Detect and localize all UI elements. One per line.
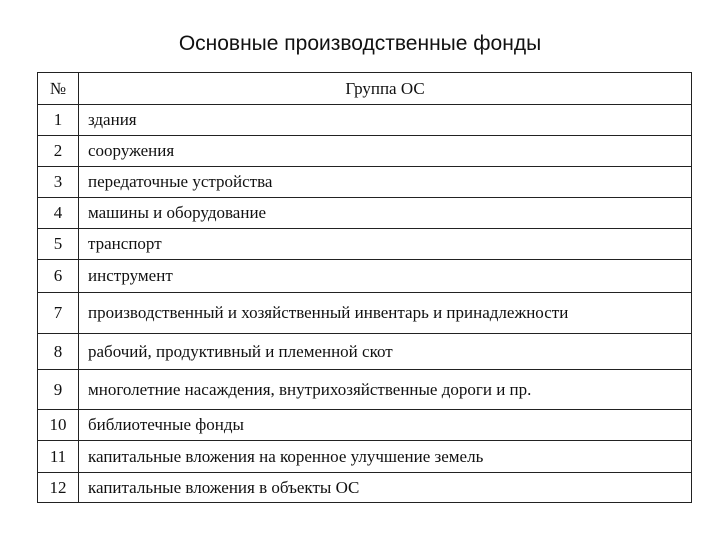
page-title: Основные производственные фонды bbox=[178, 32, 542, 55]
row-name: транспорт bbox=[79, 229, 692, 260]
row-name: библиотечные фонды bbox=[79, 410, 692, 441]
row-name: производственный и хозяйственный инвентарь и принадлежности bbox=[79, 293, 692, 334]
row-name: передаточные устройства bbox=[79, 167, 692, 198]
table-row bbox=[38, 167, 692, 198]
table-header-row bbox=[38, 73, 692, 105]
row-number: 2 bbox=[38, 136, 79, 167]
row-number: 4 bbox=[38, 198, 79, 229]
header-group: Группа ОС bbox=[79, 73, 692, 105]
row-number: 10 bbox=[38, 410, 79, 441]
table-row bbox=[38, 260, 692, 293]
row-number: 6 bbox=[38, 260, 79, 293]
table-row bbox=[38, 473, 692, 503]
row-number: 7 bbox=[38, 293, 79, 334]
table-row bbox=[38, 370, 692, 410]
row-name: инструмент bbox=[79, 260, 692, 293]
table-row bbox=[38, 293, 692, 334]
row-number: 8 bbox=[38, 334, 79, 370]
row-name: капитальные вложения в объекты ОС bbox=[79, 473, 692, 503]
row-number: 11 bbox=[38, 441, 79, 473]
table-row bbox=[38, 229, 692, 260]
table-row bbox=[38, 198, 692, 229]
row-name: рабочий, продуктивный и племенной скот bbox=[79, 334, 692, 370]
row-name: капитальные вложения на коренное улучшение земель bbox=[79, 441, 692, 473]
row-number: 9 bbox=[38, 370, 79, 410]
row-number: 3 bbox=[38, 167, 79, 198]
table-row bbox=[38, 136, 692, 167]
row-name: сооружения bbox=[79, 136, 692, 167]
row-number: 1 bbox=[38, 105, 79, 136]
table-row bbox=[38, 410, 692, 441]
row-number: 5 bbox=[38, 229, 79, 260]
header-number: № bbox=[38, 73, 79, 105]
row-name: здания bbox=[79, 105, 692, 136]
table-row bbox=[38, 105, 692, 136]
row-name: машины и оборудование bbox=[79, 198, 692, 229]
row-number: 12 bbox=[38, 473, 79, 503]
table-row bbox=[38, 441, 692, 473]
fixed-assets-table bbox=[37, 72, 692, 503]
row-name: многолетние насаждения, внутрихозяйственные дороги и пр. bbox=[79, 370, 692, 410]
table-row bbox=[38, 334, 692, 370]
